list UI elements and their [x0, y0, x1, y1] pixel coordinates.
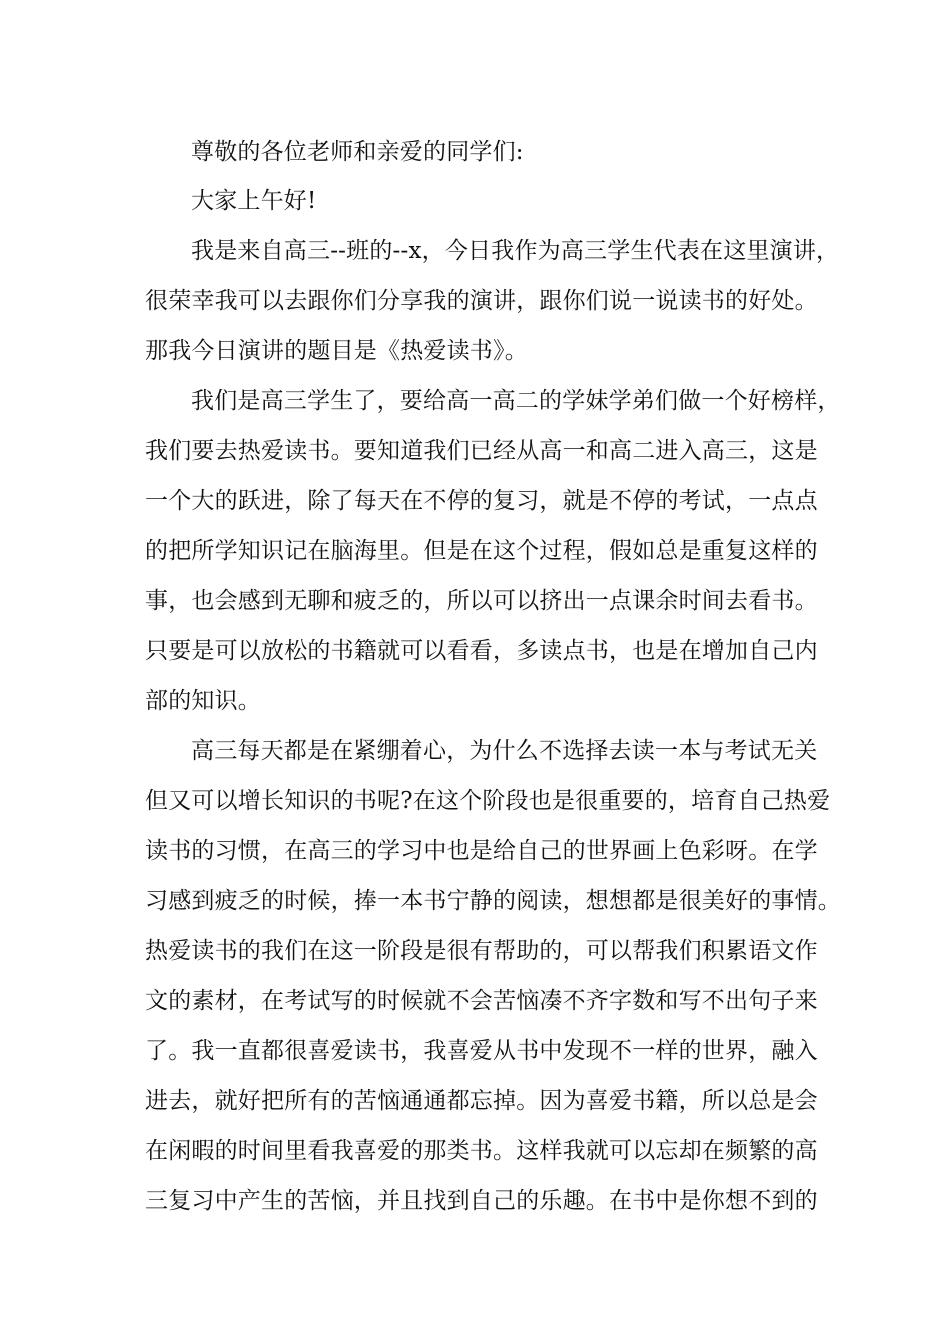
paragraph-2-line-6: 只要是可以放松的书籍就可以看看，多读点书，也是在增加自己内 [145, 638, 818, 664]
paragraph-2-line-1: 我们是高三学生了，要给高一高二的学妹学弟们做一个好榜样， [191, 388, 841, 414]
paragraph-2-line-4: 的把所学知识记在脑海里。但是在这个过程，假如总是重复这样的 [145, 538, 818, 564]
paragraph-1-line-3: 那我今日演讲的题目是《热爱读书》。 [145, 338, 528, 364]
paragraph-2-line-2: 我们要去热爱读书。要知道我们已经从高一和高二进入高三，这是 [145, 438, 818, 464]
greeting-line: 大家上午好! [191, 188, 317, 214]
paragraph-3-line-1: 高三每天都是在紧绷着心，为什么不选择去读一本与考试无关 [191, 738, 818, 764]
salutation-line: 尊敬的各位老师和亲爱的同学们: [191, 139, 524, 165]
paragraph-2-line-5: 事，也会感到无聊和疲乏的，所以可以挤出一点课余时间去看书。 [145, 588, 818, 614]
paragraph-1-line-1: 我是来自高三--班的--x，今日我作为高三学生代表在这里演讲， [191, 238, 840, 264]
paragraph-3-line-2: 但又可以增长知识的书呢?在这个阶段也是很重要的，培育自己热爱 [145, 788, 831, 814]
paragraph-2-line-7: 部的知识。 [145, 688, 261, 714]
paragraph-3-line-8: 进去，就好把所有的苦恼通通都忘掉。因为喜爱书籍，所以总是会 [145, 1088, 818, 1114]
paragraph-3-line-6: 文的素材，在考试写的时候就不会苦恼凑不齐字数和写不出句子来 [145, 988, 818, 1014]
paragraph-3-line-7: 了。我一直都很喜爱读书，我喜爱从书中发现不一样的世界，融入 [145, 1038, 818, 1064]
paragraph-1-line-2: 很荣幸我可以去跟你们分享我的演讲，跟你们说一说读书的好处。 [145, 288, 818, 314]
paragraph-3-line-3: 读书的习惯，在高三的学习中也是给自己的世界画上色彩呀。在学 [145, 838, 818, 864]
paragraph-2-line-3: 一个大的跃进，除了每天在不停的复习，就是不停的考试，一点点 [145, 488, 818, 514]
paragraph-3-line-4: 习感到疲乏的时候，捧一本书宁静的阅读，想想都是很美好的事情。 [145, 888, 841, 914]
paragraph-3-line-10: 三复习中产生的苦恼，并且找到自己的乐趣。在书中是你想不到的 [145, 1188, 818, 1214]
paragraph-3-line-5: 热爱读书的我们在这一阶段是很有帮助的，可以帮我们积累语文作 [145, 938, 818, 964]
paragraph-3-line-9: 在闲暇的时间里看我喜爱的那类书。这样我就可以忘却在频繁的高 [145, 1138, 818, 1164]
